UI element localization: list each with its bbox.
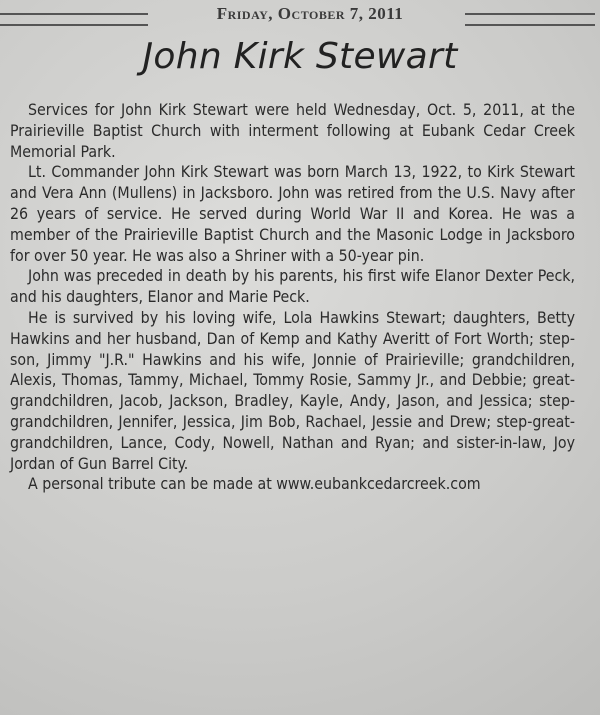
paragraph-survivors: He is survived by his loving wife, Lola Hawkins Stewart; daughters, Betty Hawkins and her husband, Dan of Kemp and Kathy Averitt of Fort Worth; step-son, Jimmy "J.R." Hawkins and his wife, Jonnie of Prairieville; grandchildren, Alexis, Thomas, Tammy, Michael, Tommy Rosie, Sammy Jr., and Debbie; great-grandchildren, Jacob, Jackson, Bradley, Kayle, Andy, Jason, and Jessica; step-grandchildren, Jennifer, Jessica, Jim Bob, Rachael, Jessie and Drew; step-great-grandchildren, Lance, Cody, Nowell, Nathan and Ryan; and sister-in-law, Joy Jordan of Gun Barrel City. <box>10 307 575 473</box>
paragraph-tribute: A personal tribute can be made at www.eubankcedarcreek.com <box>28 474 481 494</box>
paragraph-preceded: John was preceded in death by his parents, his first wife Elanor Dexter Peck, and his daughters, Elanor and Marie Peck. <box>10 266 575 307</box>
obituary-headline: John Kirk Stewart <box>142 36 458 77</box>
dateline-rule-right <box>465 13 595 26</box>
obituary-body <box>10 100 575 495</box>
paragraph-services: Services for John Kirk Stewart were held Wednesday, Oct. 5, 2011, at the Prairieville Baptist Church with interment following at Eubank Cedar Creek Memorial Park. <box>10 100 575 161</box>
dateline-rule-left <box>0 13 148 26</box>
paragraph-biography: Lt. Commander John Kirk Stewart was born March 13, 1922, to Kirk Stewart and Vera Ann (Mullens) in Jacksboro. John was retired from the U.S. Navy after 26 years of service. He served during World War II and Korea. He was a member of the Prairieville Baptist Church and the Masonic Lodge in Jacksboro for over 50 year. He was also a Shriner with a 50-year pin. <box>10 162 575 265</box>
dateline: Friday, October 7, 2011 <box>216 4 404 23</box>
